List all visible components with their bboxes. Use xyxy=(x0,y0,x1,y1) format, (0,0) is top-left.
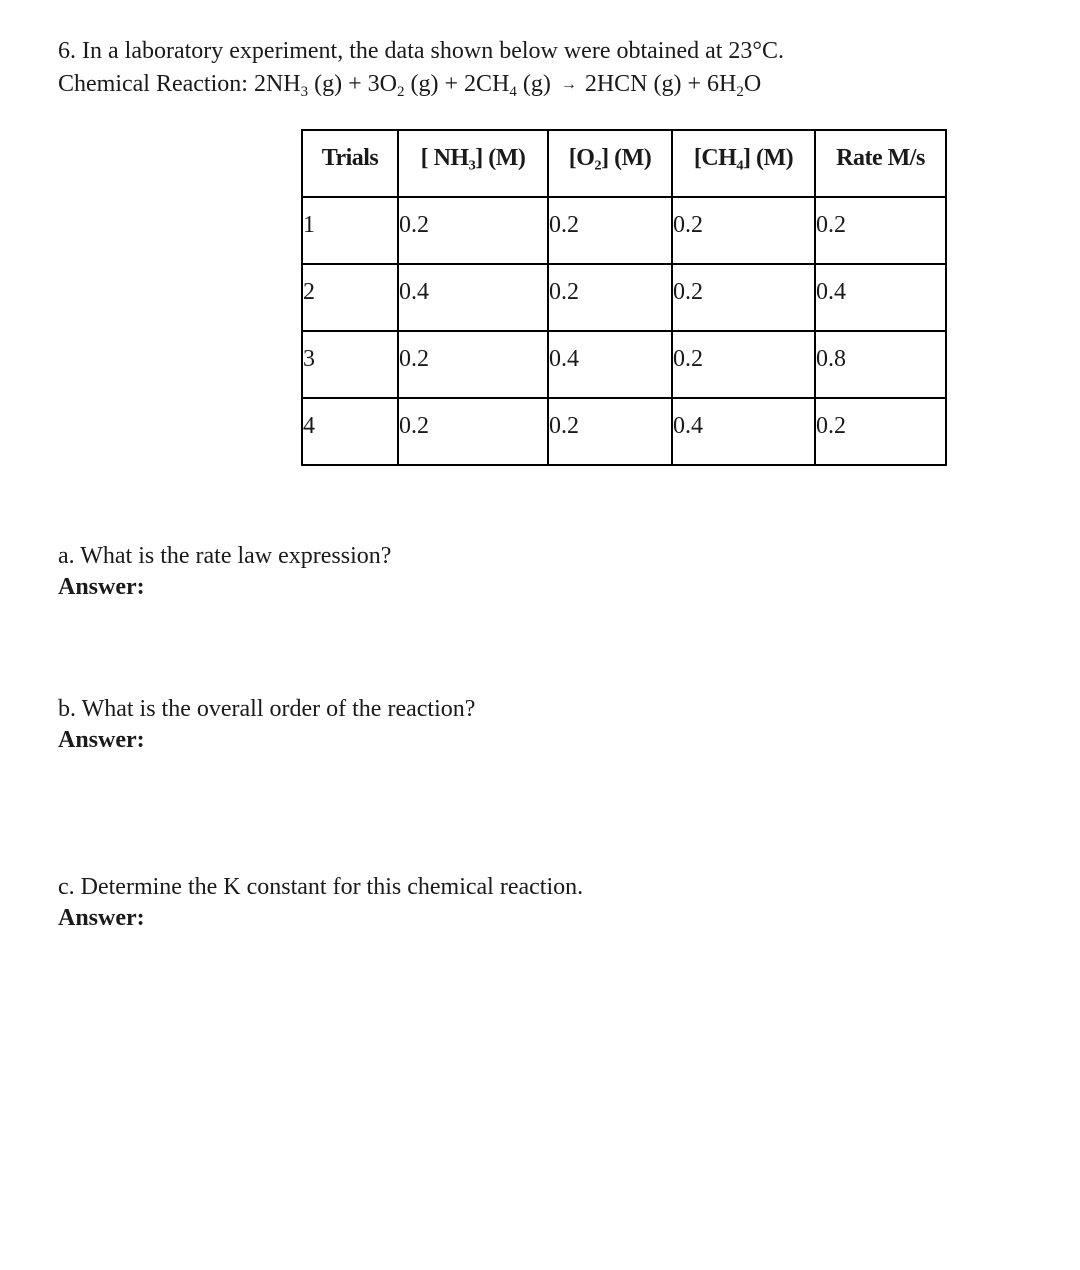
question-b: b. What is the overall order of the reaction? xyxy=(58,696,476,722)
nh3-value: 0.2 xyxy=(398,197,548,264)
o2-value: 0.2 xyxy=(548,398,672,465)
ch4-value: 0.2 xyxy=(672,197,815,264)
o2-value: 0.4 xyxy=(548,331,672,398)
header-trials: Trials xyxy=(302,130,398,197)
reaction-equation: $2NH_3$ $(g) + 3O_2$ $(g) + 2CH_4$ (g) → 2HCN $(g) + 6H_2O$ xyxy=(253,71,762,100)
nh3-value: 0.2 xyxy=(398,398,548,465)
ch4-value: 0.4 xyxy=(672,398,815,465)
rate-value: 0.4 xyxy=(815,264,946,331)
ch4-value: 0.2 xyxy=(672,264,815,331)
o2-value: 0.2 xyxy=(548,197,672,264)
trial-number: 2 xyxy=(302,264,398,331)
table-header-row xyxy=(302,130,946,197)
question-a: a. What is the rate law expression? xyxy=(58,543,392,569)
table-row xyxy=(302,398,946,465)
rate-value: 0.8 xyxy=(815,331,946,398)
rate-value: 0.2 xyxy=(815,398,946,465)
table-row xyxy=(302,197,946,264)
header-nh3: [ NH₃] (M) xyxy=(398,130,548,197)
o2-value: 0.2 xyxy=(548,264,672,331)
rate-value: 0.2 xyxy=(815,197,946,264)
header-ch4: [CH₄] (M) xyxy=(672,130,815,197)
question-c: c. Determine the K constant for this chemical reaction. xyxy=(58,874,584,900)
table-row xyxy=(302,331,946,398)
ch4-value: 0.2 xyxy=(672,331,815,398)
rate-data-table xyxy=(301,129,947,466)
reaction-arrow-icon: → xyxy=(560,76,577,93)
nh3-value: 0.2 xyxy=(398,331,548,398)
answer-c-label: Answer: xyxy=(58,905,145,931)
reaction-label: Chemical Reaction: xyxy=(58,71,248,97)
header-rate: Rate M/s xyxy=(815,130,946,197)
trial-number: 3 xyxy=(302,331,398,398)
answer-a-label: Answer: xyxy=(58,574,145,600)
answer-b-label: Answer: xyxy=(58,727,145,753)
question-intro: 6. In a laboratory experiment, the data shown below were obtained at 23°C. xyxy=(58,38,785,64)
table-row xyxy=(302,264,946,331)
chemical-reaction xyxy=(58,70,761,99)
trial-number: 4 xyxy=(302,398,398,465)
header-o2: [O₂] (M) xyxy=(548,130,672,197)
nh3-value: 0.4 xyxy=(398,264,548,331)
trial-number: 1 xyxy=(302,197,398,264)
